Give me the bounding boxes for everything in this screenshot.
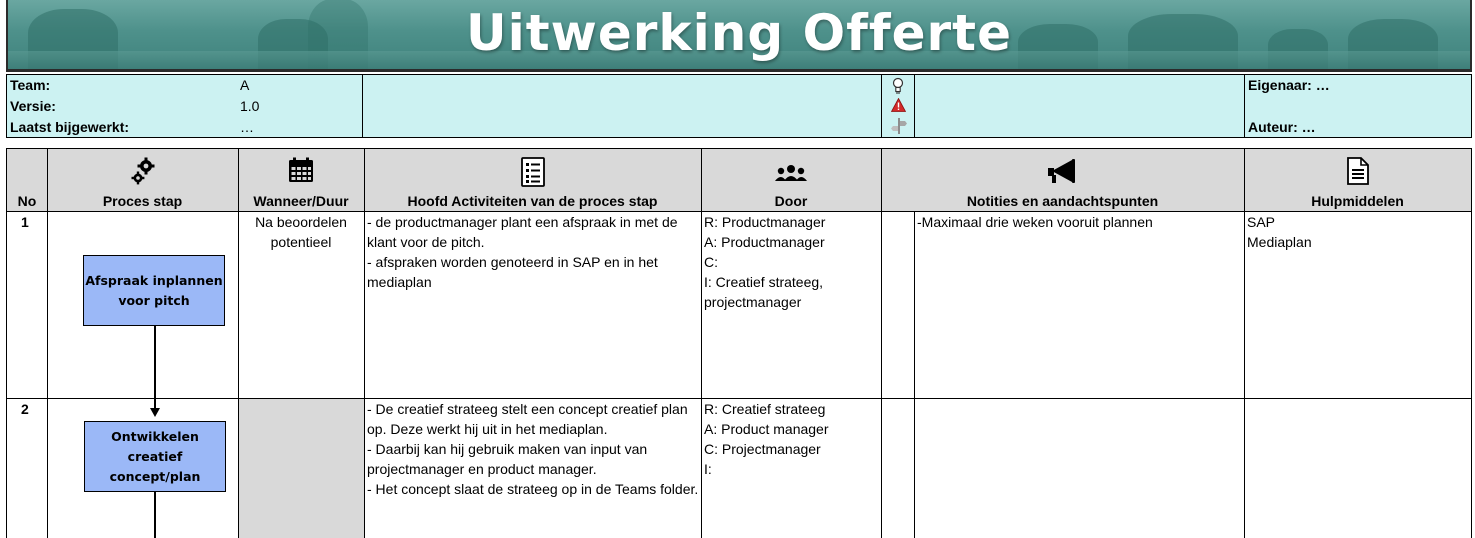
table-header xyxy=(7,149,1471,212)
header-hoofd-label: Hoofd Activiteiten van de proces stap xyxy=(407,193,658,209)
team-value: A xyxy=(240,77,250,93)
row-number: 2 xyxy=(21,401,29,417)
row-number: 1 xyxy=(21,214,29,230)
hulp-cell: SAP Mediaplan xyxy=(1247,214,1312,250)
door-cell: R: Productmanager A: Productmanager C: I: Creatief strateeg, projectmanager xyxy=(704,214,826,310)
hoofd-cell: - de productmanager plant een afspraak in met de klant voor de pitch. - afspraken worden genoteerd in SAP en in het mediaplan xyxy=(367,214,678,290)
flow-connector xyxy=(154,326,156,406)
header-notities-label: Notities en aandachtspunten xyxy=(966,193,1159,209)
info-blank-cell-2 xyxy=(915,75,1245,137)
process-step-box[interactable]: Afspraak inplannen voor pitch xyxy=(83,255,225,326)
meta-cell xyxy=(7,75,363,137)
eigenaar-label: Eigenaar: … xyxy=(1248,77,1330,93)
bijgewerkt-label: Laatst bijgewerkt: xyxy=(10,119,130,135)
gears-icon xyxy=(130,157,156,185)
header-no-label: No xyxy=(17,193,37,209)
process-table xyxy=(6,148,1472,538)
header-proces xyxy=(47,149,238,211)
document-info-bar xyxy=(6,74,1472,138)
header-no xyxy=(7,149,47,211)
megaphone-icon xyxy=(1046,157,1080,185)
info-blank-cell xyxy=(363,75,882,137)
wanneer-cell-empty xyxy=(239,399,364,538)
header-door xyxy=(701,149,881,211)
warning-icon xyxy=(891,98,906,112)
versie-label: Versie: xyxy=(10,98,56,114)
header-hoofd xyxy=(364,149,701,211)
wanneer-cell: Na beoordelen potentieel xyxy=(255,214,347,250)
checklist-icon xyxy=(521,157,545,187)
process-step-box[interactable]: Ontwikkelen creatief concept/plan xyxy=(84,421,226,492)
header-door-label: Door xyxy=(774,193,808,209)
header-hulp xyxy=(1244,149,1471,211)
door-cell: R: Creatief strateeg A: Product manager C: Projectmanager I: xyxy=(704,401,829,477)
flow-connector xyxy=(154,492,156,538)
notities-cell: -Maximaal drie weken vooruit plannen xyxy=(917,214,1153,230)
header-wanneer xyxy=(238,149,364,211)
auteur-label: Auteur: … xyxy=(1248,119,1316,135)
team-label: Team: xyxy=(10,77,51,93)
header-proces-label: Proces stap xyxy=(102,193,183,209)
calendar-icon xyxy=(288,157,314,183)
signpost-icon xyxy=(891,117,907,135)
hoofd-cell: - De creatief strateeg stelt een concept creatief plan op. Deze werkt hij uit in het mediaplan. - Daarbij kan hij gebruik maken van input van projectmanager en product manager. - Het concept slaat de strateeg op in de Teams folder. xyxy=(367,401,699,497)
header-notities xyxy=(881,149,1244,211)
arrow-down-icon xyxy=(150,408,160,417)
people-icon xyxy=(774,163,808,185)
title-banner xyxy=(6,0,1472,72)
lightbulb-icon xyxy=(892,77,904,95)
page-title: Uitwerking Offerte xyxy=(466,4,1012,62)
bijgewerkt-value: … xyxy=(240,119,254,135)
header-hulp-label: Hulpmiddelen xyxy=(1311,193,1404,209)
header-wanneer-label: Wanneer/Duur xyxy=(253,193,349,209)
legend-icons-cell xyxy=(882,75,915,137)
versie-value: 1.0 xyxy=(240,98,260,114)
document-icon xyxy=(1347,157,1369,185)
owner-cell xyxy=(1245,75,1471,137)
